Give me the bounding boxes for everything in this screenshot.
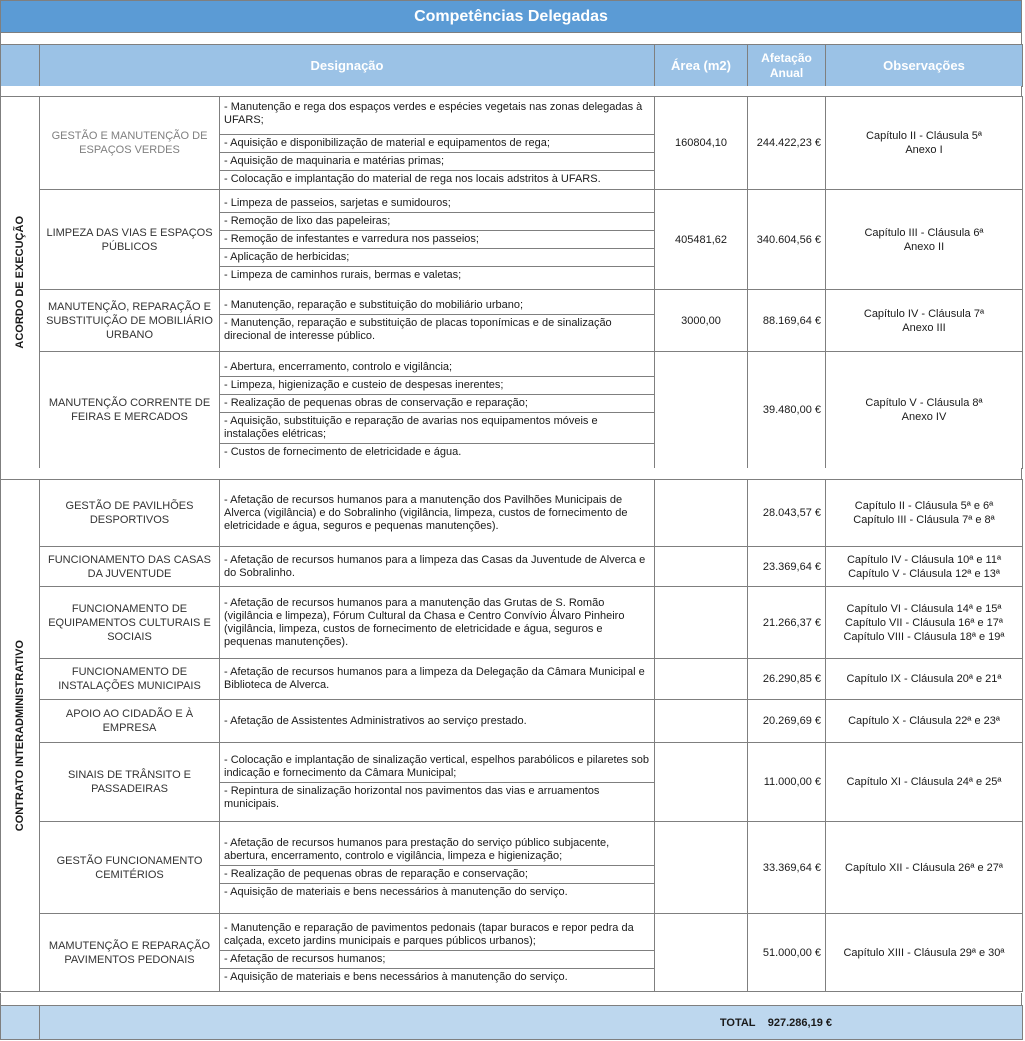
row-observacoes bbox=[826, 352, 1023, 469]
total-row bbox=[0, 1005, 1023, 1040]
row-area bbox=[655, 914, 748, 992]
list-item: - Afetação de recursos humanos; bbox=[220, 951, 654, 969]
row-afetacao: 21.266,37 € bbox=[748, 587, 826, 659]
row-items bbox=[220, 547, 655, 587]
spacer-row bbox=[0, 993, 1022, 1005]
section-label: CONTRATO INTERADMINISTRATIVO bbox=[14, 639, 26, 832]
list-item: - Colocação e implantação de sinalização vertical, espelhos parabólicos e pilaretes sob indicação e fornecimento da Câmara Municipal; bbox=[220, 752, 654, 783]
row-afetacao: 26.290,85 € bbox=[748, 659, 826, 700]
list-item: - Afetação de recursos humanos para a limpeza da Delegação da Câmara Municipal e Biblioteca de Alverca. bbox=[224, 666, 645, 691]
obs-line: Capítulo IV - Cláusula 10ª e 11ª bbox=[846, 553, 1002, 566]
list-item: - Manutenção, reparação e substituição do mobiliário urbano; bbox=[220, 297, 654, 315]
row-afetacao: 11.000,00 € bbox=[748, 743, 826, 822]
obs-line: Anexo II bbox=[903, 240, 945, 253]
list-item: - Aquisição de maquinaria e matérias primas; bbox=[220, 153, 654, 171]
row-area: 160804,10 bbox=[655, 97, 748, 190]
section-label-cell bbox=[1, 97, 40, 469]
obs-line: Capítulo XII - Cláusula 26ª e 27ª bbox=[845, 861, 1003, 874]
obs-line: Capítulo III - Cláusula 7ª e 8ª bbox=[853, 514, 995, 526]
row-items bbox=[220, 822, 655, 914]
row-items bbox=[220, 914, 655, 992]
row-afetacao: 51.000,00 € bbox=[748, 914, 826, 992]
row-afetacao: 39.480,00 € bbox=[748, 352, 826, 469]
list-item: - Afetação de recursos humanos para prestação do serviço público subjacente, abertura, encerramento, controlo e vigilância, limpeza e higienização; bbox=[220, 835, 654, 866]
row-afetacao: 33.369,64 € bbox=[748, 822, 826, 914]
obs-line: Capítulo IV - Cláusula 7ª bbox=[863, 307, 985, 320]
list-item: - Aplicação de herbicidas; bbox=[220, 249, 654, 267]
section-label: ACORDO DE EXECUÇÃO bbox=[14, 216, 26, 349]
row-designacao: SINAIS DE TRÂNSITO E PASSADEIRAS bbox=[40, 743, 220, 822]
list-item: - Limpeza de passeios, sarjetas e sumidouros; bbox=[220, 195, 654, 213]
list-item: - Manutenção e rega dos espaços verdes e espécies vegetais nas zonas delegadas à UFARS; bbox=[220, 99, 654, 135]
row-area bbox=[655, 700, 748, 743]
row-observacoes bbox=[826, 822, 1023, 914]
list-item: - Custos de fornecimento de eletricidade e água. bbox=[224, 446, 462, 458]
spacer-row bbox=[0, 33, 1022, 44]
row-designacao: FUNCIONAMENTO DAS CASAS DA JUVENTUDE bbox=[40, 547, 220, 587]
table-row bbox=[1, 743, 1023, 822]
total-value: 927.286,19 € bbox=[767, 1016, 832, 1029]
obs-line: Anexo I bbox=[905, 144, 943, 156]
total-blank bbox=[1, 1006, 40, 1040]
spacer-row bbox=[0, 86, 1022, 96]
row-items bbox=[220, 290, 655, 352]
row-area bbox=[655, 659, 748, 700]
list-item: - Afetação de recursos humanos para a manutenção das Grutas de S. Romão (vigilância e limpeza), Fórum Cultural da Chasa e Centro Convívio Álvaro Pinheiro (vigilância, limpeza, custos de fornecimento de eletricidade e água, seguros e pequenas manutenções). bbox=[224, 596, 625, 648]
page-title: Competências Delegadas bbox=[0, 0, 1022, 33]
header-observacoes: Observações bbox=[826, 45, 1023, 87]
list-item: - Realização de pequenas obras de conservação e reparação; bbox=[220, 395, 654, 413]
table-row bbox=[1, 480, 1023, 547]
table-row bbox=[1, 97, 1023, 190]
row-observacoes bbox=[826, 743, 1023, 822]
row-observacoes bbox=[826, 480, 1023, 547]
row-area bbox=[655, 587, 748, 659]
list-item: - Remoção de infestantes e varredura nos passeios; bbox=[220, 231, 654, 249]
table-row bbox=[1, 547, 1023, 587]
row-observacoes bbox=[826, 700, 1023, 743]
list-item: - Aquisição de materiais e bens necessários à manutenção do serviço. bbox=[224, 970, 568, 983]
section-label-cell bbox=[1, 480, 40, 992]
list-item: - Afetação de recursos humanos para a limpeza das Casas da Juventude de Alverca e do Sobralinho. bbox=[224, 553, 646, 579]
row-items bbox=[220, 587, 655, 659]
list-item: - Limpeza de caminhos rurais, bermas e valetas; bbox=[224, 269, 462, 281]
row-area bbox=[655, 822, 748, 914]
row-area bbox=[655, 743, 748, 822]
row-items bbox=[220, 97, 655, 190]
row-area: 3000,00 bbox=[655, 290, 748, 352]
row-designacao: MANUTENÇÃO, REPARAÇÃO E SUBSTITUIÇÃO DE MOBILIÁRIO URBANO bbox=[40, 290, 220, 352]
obs-line: Capítulo VIII - Cláusula 18ª e 19ª bbox=[843, 630, 1005, 643]
row-afetacao: 340.604,56 € bbox=[748, 190, 826, 290]
table-row bbox=[1, 700, 1023, 743]
row-area bbox=[655, 480, 748, 547]
row-designacao: FUNCIONAMENTO DE INSTALAÇÕES MUNICIPAIS bbox=[40, 659, 220, 700]
row-observacoes bbox=[826, 190, 1023, 290]
spacer-row bbox=[0, 468, 1022, 479]
header-designacao: Designação bbox=[40, 45, 655, 87]
row-items bbox=[220, 352, 655, 469]
row-observacoes bbox=[826, 547, 1023, 587]
list-item: - Limpeza, higienização e custeio de despesas inerentes; bbox=[220, 377, 654, 395]
section-acordo-execucao bbox=[0, 96, 1023, 469]
obs-line: Capítulo XI - Cláusula 24ª e 25ª bbox=[846, 776, 1002, 788]
row-afetacao: 20.269,69 € bbox=[748, 700, 826, 743]
obs-line: Capítulo X - Cláusula 22ª e 23ª bbox=[848, 715, 1000, 727]
list-item: - Manutenção e reparação de pavimentos pedonais (tapar buracos e repor pedra da calçada, exceto jardins municipais e parques públicos urbanos); bbox=[220, 920, 654, 951]
row-designacao: MANUTENÇÃO CORRENTE DE FEIRAS E MERCADOS bbox=[40, 352, 220, 469]
row-observacoes bbox=[826, 659, 1023, 700]
list-item: - Abertura, encerramento, controlo e vigilância; bbox=[220, 359, 654, 377]
row-designacao: LIMPEZA DAS VIAS E ESPAÇOS PÚBLICOS bbox=[40, 190, 220, 290]
row-afetacao: 28.043,57 € bbox=[748, 480, 826, 547]
row-designacao: GESTÃO DE PAVILHÕES DESPORTIVOS bbox=[40, 480, 220, 547]
total-cell bbox=[40, 1006, 1023, 1040]
table-row bbox=[1, 659, 1023, 700]
row-observacoes bbox=[826, 97, 1023, 190]
obs-line: Capítulo III - Cláusula 6ª bbox=[864, 226, 984, 239]
row-designacao: FUNCIONAMENTO DE EQUIPAMENTOS CULTURAIS E SOCIAIS bbox=[40, 587, 220, 659]
list-item: - Repintura de sinalização horizontal nos pavimentos das vias e arruamentos municipais. bbox=[224, 784, 600, 810]
header-afetacao: Afetação Anual bbox=[748, 45, 826, 87]
header-area: Área (m2) bbox=[655, 45, 748, 87]
table-row bbox=[1, 587, 1023, 659]
total-label: TOTAL bbox=[719, 1016, 756, 1029]
table-row bbox=[1, 914, 1023, 992]
obs-line: Capítulo V - Cláusula 12ª e 13ª bbox=[848, 567, 1000, 580]
obs-line: Capítulo VI - Cláusula 14ª e 15ª bbox=[846, 602, 1002, 615]
table-row bbox=[1, 352, 1023, 469]
row-items bbox=[220, 659, 655, 700]
row-area bbox=[655, 352, 748, 469]
table-row bbox=[1, 290, 1023, 352]
obs-line: Capítulo VII - Cláusula 16ª e 17ª bbox=[845, 616, 1003, 629]
list-item: - Manutenção, reparação e substituição de placas toponímicas e de sinalização direcional de interesse público. bbox=[224, 316, 612, 342]
row-designacao: MAMUTENÇÃO E REPARAÇÃO PAVIMENTOS PEDONAIS bbox=[40, 914, 220, 992]
list-item: - Remoção de lixo das papeleiras; bbox=[220, 213, 654, 231]
header-blank bbox=[1, 45, 40, 87]
obs-line: Capítulo II - Cláusula 5ª bbox=[866, 130, 982, 142]
list-item: - Aquisição e disponibilização de material e equipamentos de rega; bbox=[220, 135, 654, 153]
row-afetacao: 244.422,23 € bbox=[748, 97, 826, 190]
row-area bbox=[655, 547, 748, 587]
row-afetacao: 88.169,64 € bbox=[748, 290, 826, 352]
obs-line: Anexo III bbox=[902, 321, 946, 334]
list-item: - Aquisição de materiais e bens necessários à manutenção do serviço. bbox=[224, 885, 568, 898]
row-area: 405481,62 bbox=[655, 190, 748, 290]
obs-line: Capítulo IX - Cláusula 20ª e 21ª bbox=[846, 673, 1002, 685]
obs-line: Capítulo XIII - Cláusula 29ª e 30ª bbox=[843, 946, 1005, 959]
row-designacao: GESTÃO E MANUTENÇÃO DE ESPAÇOS VERDES bbox=[40, 97, 220, 190]
table-row bbox=[1, 822, 1023, 914]
list-item: - Afetação de Assistentes Administrativos ao serviço prestado. bbox=[224, 714, 527, 727]
row-afetacao: 23.369,64 € bbox=[748, 547, 826, 587]
list-item: - Afetação de recursos humanos para a manutenção dos Pavilhões Municipais de Alverca (vigilância) e do Sobralinho (vigilância, limpeza, custos de fornecimento de eletricidade e água, seguros e pequenas manutenções). bbox=[224, 493, 628, 532]
table-header bbox=[0, 44, 1023, 87]
row-items bbox=[220, 480, 655, 547]
row-designacao: GESTÃO FUNCIONAMENTO CEMITÉRIOS bbox=[40, 822, 220, 914]
list-item: - Colocação e implantação do material de rega nos locais adstritos à UFARS. bbox=[224, 172, 601, 185]
row-items bbox=[220, 743, 655, 822]
row-items bbox=[220, 700, 655, 743]
row-designacao: APOIO AO CIDADÃO E À EMPRESA bbox=[40, 700, 220, 743]
table-row bbox=[1, 190, 1023, 290]
row-items bbox=[220, 190, 655, 290]
obs-line: Capítulo V - Cláusula 8ª bbox=[865, 397, 983, 409]
obs-line: Capítulo II - Cláusula 5ª e 6ª bbox=[854, 500, 994, 512]
row-observacoes bbox=[826, 290, 1023, 352]
list-item: - Realização de pequenas obras de reparação e conservação; bbox=[220, 866, 654, 884]
obs-line: Anexo IV bbox=[901, 411, 947, 423]
section-contrato-interadministrativo bbox=[0, 479, 1023, 992]
row-observacoes bbox=[826, 914, 1023, 992]
row-observacoes bbox=[826, 587, 1023, 659]
list-item: - Aquisição, substituição e reparação de avarias nos equipamentos móveis e instalações elétricas; bbox=[220, 413, 654, 444]
